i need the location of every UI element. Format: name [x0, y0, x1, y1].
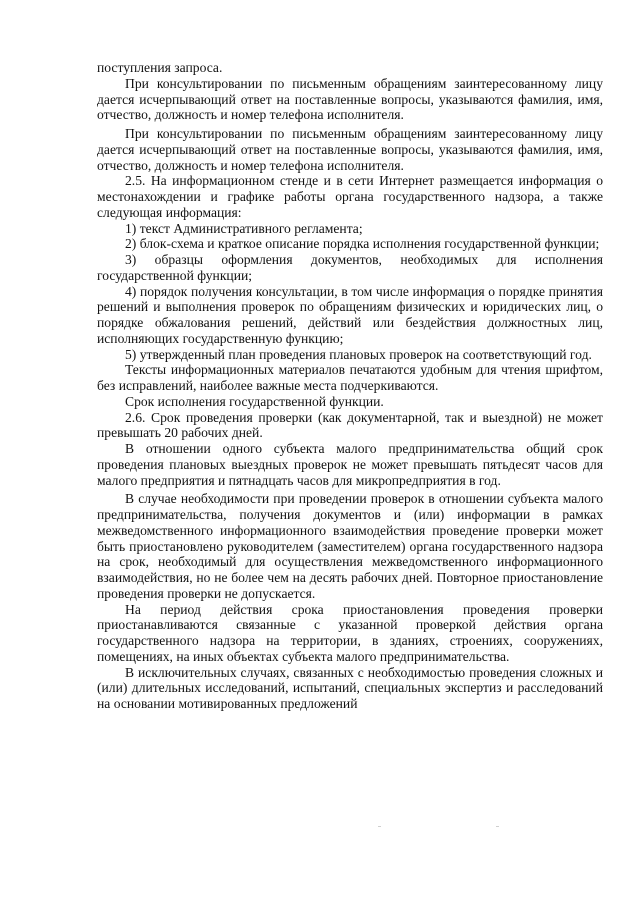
list-item-2: 2) блок-схема и краткое описание порядка исполнения государственной функции;: [125, 236, 600, 252]
document-page: [97, 60, 603, 712]
paragraph-heading-term: Срок исполнения государственной функции.: [125, 393, 384, 409]
scan-speck: [378, 826, 381, 827]
list-item-4: 4) порядок получения консультации, в том числе информация о порядке принятия решений и выполнения проверок по обращениям физических и юридических лиц, о порядке обжалования решений, действий или бездействия должностных лиц, исполняющих государственную функцию;: [97, 283, 603, 346]
paragraph-section-2-5: 2.5. На информационном стенде и в сети Интернет размещается информация о местонахождении и графике работы органа государственного надзора, а также следующая информация:: [97, 173, 603, 220]
paragraph-section-2-6: 2.6. Срок проведения проверки (как документарной, так и выездной) не может превышать 20 рабочих дней.: [97, 409, 603, 441]
paragraph-small-business: В отношении одного субъекта малого предпринимательства общий срок проведения плановых выездных проверок не может превышать пятьдесят часов для малого предприятия и пятнадцать часов для микропредприятия в год.: [97, 441, 603, 488]
paragraph-exceptional-cases: В исключительных случаях, связанных с необходимостью проведения сложных и (или) длительных исследований, испытаний, специальных экспертиз и расследований на основании мотивированных предложений: [97, 664, 603, 711]
paragraph-suspension-period: На период действия срока приостановления проведения проверки приостанавливаются связанные с указанной проверкой действия органа государственного надзора на территории, в зданиях, строениях, сооружениях, помещениях, на иных объектах субъекта малого предпринимательства.: [97, 601, 603, 664]
scan-speck: [496, 826, 499, 827]
paragraph-consultation-2: При консультировании по письменным обращениям заинтересованному лицу дается исчерпывающий ответ на поставленные вопросы, указываются фамилия, имя, отчество, должность и номер телефона исполнителя.: [97, 126, 603, 173]
list-item-1: 1) текст Административного регламента;: [125, 220, 363, 236]
paragraph-info-materials: Тексты информационных материалов печатаются удобным для чтения шрифтом, без исправлений, наиболее важные места подчеркиваются.: [97, 362, 603, 393]
paragraph-continuation: поступления запроса.: [97, 60, 223, 75]
list-item-5: 5) утвержденный план проведения плановых проверок на соответствующий год.: [125, 346, 592, 362]
paragraph-consultation-1: При консультировании по письменным обращениям заинтересованному лицу дается исчерпывающий ответ на поставленные вопросы, указываются фамилия, имя, отчество, должность и номер телефона исполнителя.: [97, 75, 603, 123]
paragraph-suspension: В случае необходимости при проведении проверок в отношении субъекта малого предпринимательства, получения документов и (или) информации в рамках межведомственного информационного взаимодействия проведение проверки может быть приостановлено руководителем (заместителем) органа государственного надзора на срок, необходимый для осуществления межведомственного информационного взаимодействия, но не более чем на десять рабочих дней. Повторное приостановление проведения проверки не допускается.: [97, 491, 603, 601]
list-item-3: 3) образцы оформления документов, необходимых для исполнения государственной функции;: [97, 252, 603, 283]
